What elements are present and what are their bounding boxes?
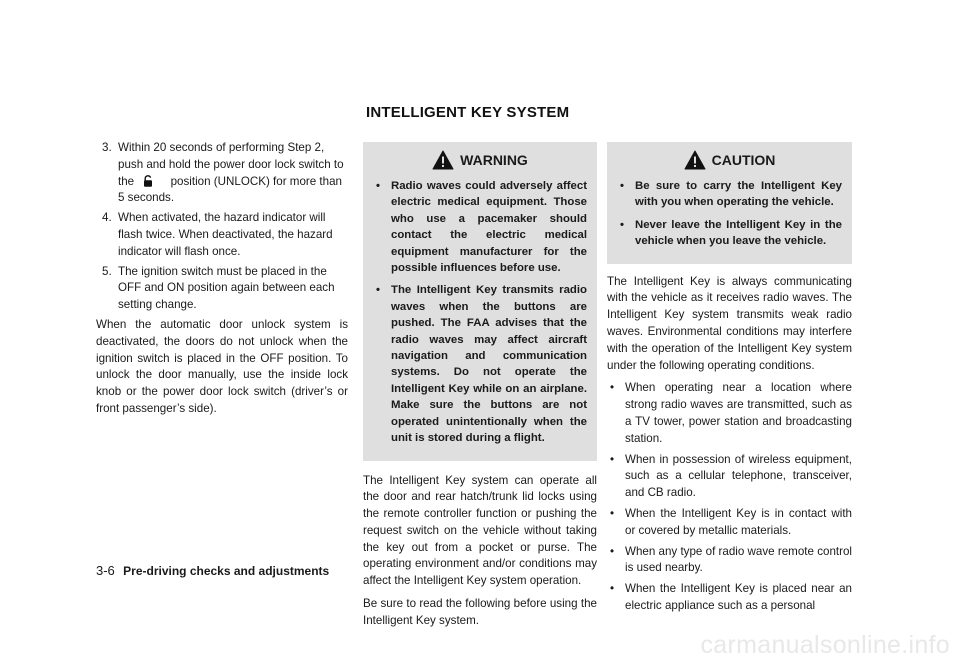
warning-title: WARNING (460, 151, 528, 168)
condition-text: When the Intelligent Key is placed near an electric appliance such as a personal (625, 582, 852, 612)
read-before-paragraph: Be sure to read the following before using the Intelligent Key system. (363, 597, 597, 627)
intelligent-key-intro: The Intelligent Key system can operate all the door and rear hatch/trunk lid locks using the remote controller function or pushing the request switch on the vehicle without taking the key out from a pocket or purse. The operating environment and/or conditions may affect the Intelligent Key system operation. (363, 473, 597, 588)
caution-item-text: Never leave the Intelligent Key in the vehicle when you leave the vehicle. (635, 218, 842, 248)
bullet: • (620, 180, 624, 192)
condition-text: When any type of radio wave remote control is used nearby. (625, 544, 852, 575)
caution-icon (684, 150, 706, 170)
bullet: • (376, 284, 380, 297)
caution-title: CAUTION (711, 151, 776, 168)
condition-text: When operating near a location where strong radio waves are transmitted, such as a TV tower, power station and broadcasting station. (625, 381, 852, 445)
warning-box (363, 142, 597, 461)
bullet: • (376, 180, 380, 192)
caution-header (617, 148, 842, 172)
list-item (607, 452, 852, 502)
watermark: carmanualsonline.info (700, 631, 950, 659)
right-column (607, 140, 852, 619)
page-footer (96, 563, 329, 578)
section-title: INTELLIGENT KEY SYSTEM (366, 104, 570, 121)
left-column (96, 140, 348, 424)
bullet: • (610, 506, 615, 520)
list-item (607, 581, 852, 615)
step-text: When activated, the hazard indicator will flash twice. When deactivated, the hazard indicator will flash once. (118, 211, 333, 258)
step-number: 4. (102, 211, 112, 225)
step-3 (96, 140, 348, 207)
warning-item (373, 178, 587, 276)
list-item (607, 544, 852, 578)
step-text: The ignition switch must be placed in the OFF and ON position again between each setting change. (118, 264, 335, 312)
condition-text: When in possession of wireless equipment, such as a cellular telephone, transceiver, and CB radio. (625, 452, 852, 500)
chapter-title: Pre-driving checks and adjustments (123, 564, 330, 578)
warning-header (373, 148, 587, 172)
warning-item-text: Radio waves could adversely affect electric medical equipment. Those who use a pacemaker should contact the electric medical equipment manufacturer for the possible influences before use. (391, 180, 587, 275)
door-unlock-paragraph: When the automatic door unlock system is deactivated, the doors do not unlock when the ignition switch is placed in the OFF position. To unlock the door manually, use the inside lock knob or the power door lock switch (driver’s or front passenger’s side). (96, 317, 348, 415)
caution-item-text: Be sure to carry the Intelligent Key with you when operating the vehicle. (635, 180, 842, 209)
bullet: • (610, 381, 615, 395)
warning-item (373, 282, 587, 446)
caution-box (607, 142, 852, 264)
step-number: 3. (102, 141, 112, 154)
warning-icon (432, 150, 454, 170)
step-5 (96, 264, 348, 314)
caution-item (617, 217, 842, 250)
caution-item (617, 178, 842, 211)
step-4 (96, 210, 348, 260)
bullet: • (610, 452, 615, 466)
communication-paragraph: The Intelligent Key is always communicating with the vehicle as it receives radio waves. The Intelligent Key system transmits weak radio waves. Environmental conditions may interfere with the operation of the Intelligent Key system under the following operating conditions. (607, 274, 852, 372)
step-text-continued: position (UNLOCK) for more than 5 seconds. (118, 174, 342, 205)
bullet: • (610, 582, 615, 596)
middle-column (363, 140, 597, 636)
page-number: 3-6 (96, 563, 115, 578)
list-item (607, 506, 852, 540)
unlock-icon (143, 175, 153, 187)
step-text: Within 20 seconds of performing Step 2, push and hold the power door lock switch to the (118, 141, 344, 188)
bullet: • (620, 218, 624, 231)
warning-item-text: The Intelligent Key transmits radio waves when the buttons are pushed. The FAA advises that the radio waves may affect aircraft navigation and communication systems. Do not operate the Intelligent Key while on an airplane. Make sure the buttons are not operated unintentionally when the unit is stored during a flight. (391, 284, 587, 445)
bullet: • (610, 544, 615, 558)
condition-text: When the Intelligent Key is in contact with or covered by metallic materials. (625, 506, 852, 537)
list-item (607, 380, 852, 447)
step-number: 5. (102, 264, 112, 278)
